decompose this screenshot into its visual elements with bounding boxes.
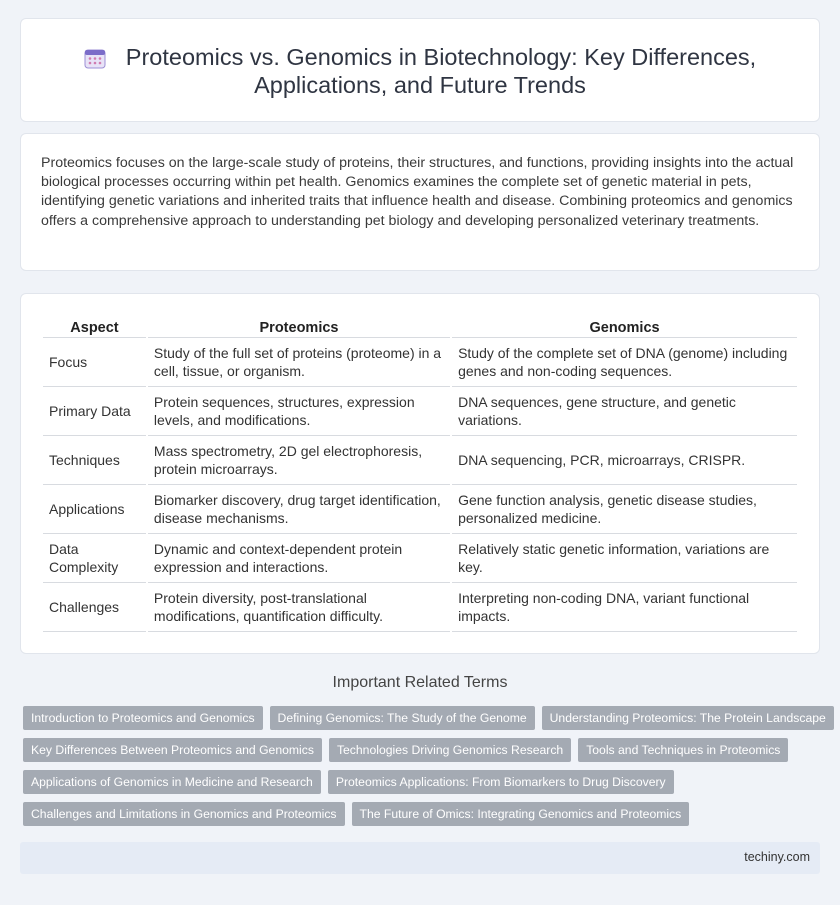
footer bbox=[20, 842, 820, 874]
table-row bbox=[43, 534, 797, 583]
related-term-link[interactable]: Understanding Proteomics: The Protein Landscape bbox=[542, 706, 834, 730]
related-term-link[interactable]: Applications of Genomics in Medicine and Research bbox=[23, 770, 321, 794]
intro-paragraph: Proteomics focuses on the large-scale study of proteins, their structures, and functions, providing insights into the actual biological processes occurring within pet health. Genomics examines the complete set of genetic material in pets, identifying genetic variations and inherited traits that influence health and disease. Combining proteomics and genomics offers a comprehensive approach to understanding pet biology and developing personalized veterinary treatments. bbox=[41, 155, 794, 229]
related-term-link[interactable]: Tools and Techniques in Proteomics bbox=[578, 738, 788, 762]
genomics-cell: DNA sequences, gene structure, and genetic variations. bbox=[452, 387, 797, 436]
genomics-cell: Gene function analysis, genetic disease studies, personalized medicine. bbox=[452, 485, 797, 534]
table-row bbox=[43, 583, 797, 632]
page-title bbox=[61, 43, 779, 99]
comparison-card bbox=[20, 293, 820, 654]
related-term-link[interactable]: Technologies Driving Genomics Research bbox=[329, 738, 571, 762]
genomics-cell: Relatively static genetic information, variations are key. bbox=[452, 534, 797, 583]
related-term-link[interactable]: Key Differences Between Proteomics and Genomics bbox=[23, 738, 322, 762]
header-proteomics: Proteomics bbox=[148, 314, 450, 338]
genomics-cell: Study of the complete set of DNA (genome) including genes and non-coding sequences. bbox=[452, 338, 797, 387]
related-term-link[interactable]: Proteomics Applications: From Biomarkers to Drug Discovery bbox=[328, 770, 674, 794]
related-term-link[interactable]: Defining Genomics: The Study of the Genome bbox=[270, 706, 535, 730]
proteomics-cell: Mass spectrometry, 2D gel electrophoresis, protein microarrays. bbox=[148, 436, 450, 485]
table-header-row bbox=[43, 314, 797, 338]
header-genomics: Genomics bbox=[452, 314, 797, 338]
genomics-cell: Interpreting non-coding DNA, variant functional impacts. bbox=[452, 583, 797, 632]
aspect-cell: Primary Data bbox=[43, 387, 146, 436]
footer-site-link[interactable]: techiny.com bbox=[744, 850, 810, 864]
related-terms-list bbox=[23, 706, 826, 834]
header-aspect: Aspect bbox=[43, 314, 146, 338]
tag-row bbox=[23, 770, 823, 794]
table-row bbox=[43, 436, 797, 485]
calendar-icon bbox=[84, 47, 106, 69]
related-terms-heading: Important Related Terms bbox=[332, 674, 508, 691]
table-row bbox=[43, 338, 797, 387]
proteomics-cell: Dynamic and context-dependent protein expression and interactions. bbox=[148, 534, 450, 583]
aspect-cell: Focus bbox=[43, 338, 146, 387]
aspect-cell: Applications bbox=[43, 485, 146, 534]
related-term-link[interactable]: Introduction to Proteomics and Genomics bbox=[23, 706, 263, 730]
genomics-cell: DNA sequencing, PCR, microarrays, CRISPR. bbox=[452, 436, 797, 485]
proteomics-cell: Biomarker discovery, drug target identification, disease mechanisms. bbox=[148, 485, 450, 534]
tag-row bbox=[23, 706, 826, 730]
table-row bbox=[43, 485, 797, 534]
proteomics-cell: Study of the full set of proteins (proteome) in a cell, tissue, or organism. bbox=[148, 338, 450, 387]
aspect-cell: Challenges bbox=[43, 583, 146, 632]
comparison-table bbox=[41, 314, 799, 632]
aspect-cell: Data Complexity bbox=[43, 534, 146, 583]
table-row bbox=[43, 387, 797, 436]
intro-card bbox=[20, 133, 820, 271]
related-term-link[interactable]: Challenges and Limitations in Genomics and Proteomics bbox=[23, 802, 345, 826]
title-wrap bbox=[21, 43, 819, 99]
page-title-text: Proteomics vs. Genomics in Biotechnology: Key Differences, Applications, and Future Trends bbox=[125, 44, 757, 98]
proteomics-cell: Protein sequences, structures, expression levels, and modifications. bbox=[148, 387, 450, 436]
tag-row bbox=[23, 738, 823, 762]
title-card bbox=[20, 18, 820, 122]
tag-row bbox=[23, 802, 823, 826]
aspect-cell: Techniques bbox=[43, 436, 146, 485]
proteomics-cell: Protein diversity, post-translational modifications, quantification difficulty. bbox=[148, 583, 450, 632]
related-term-link[interactable]: The Future of Omics: Integrating Genomics and Proteomics bbox=[352, 802, 690, 826]
